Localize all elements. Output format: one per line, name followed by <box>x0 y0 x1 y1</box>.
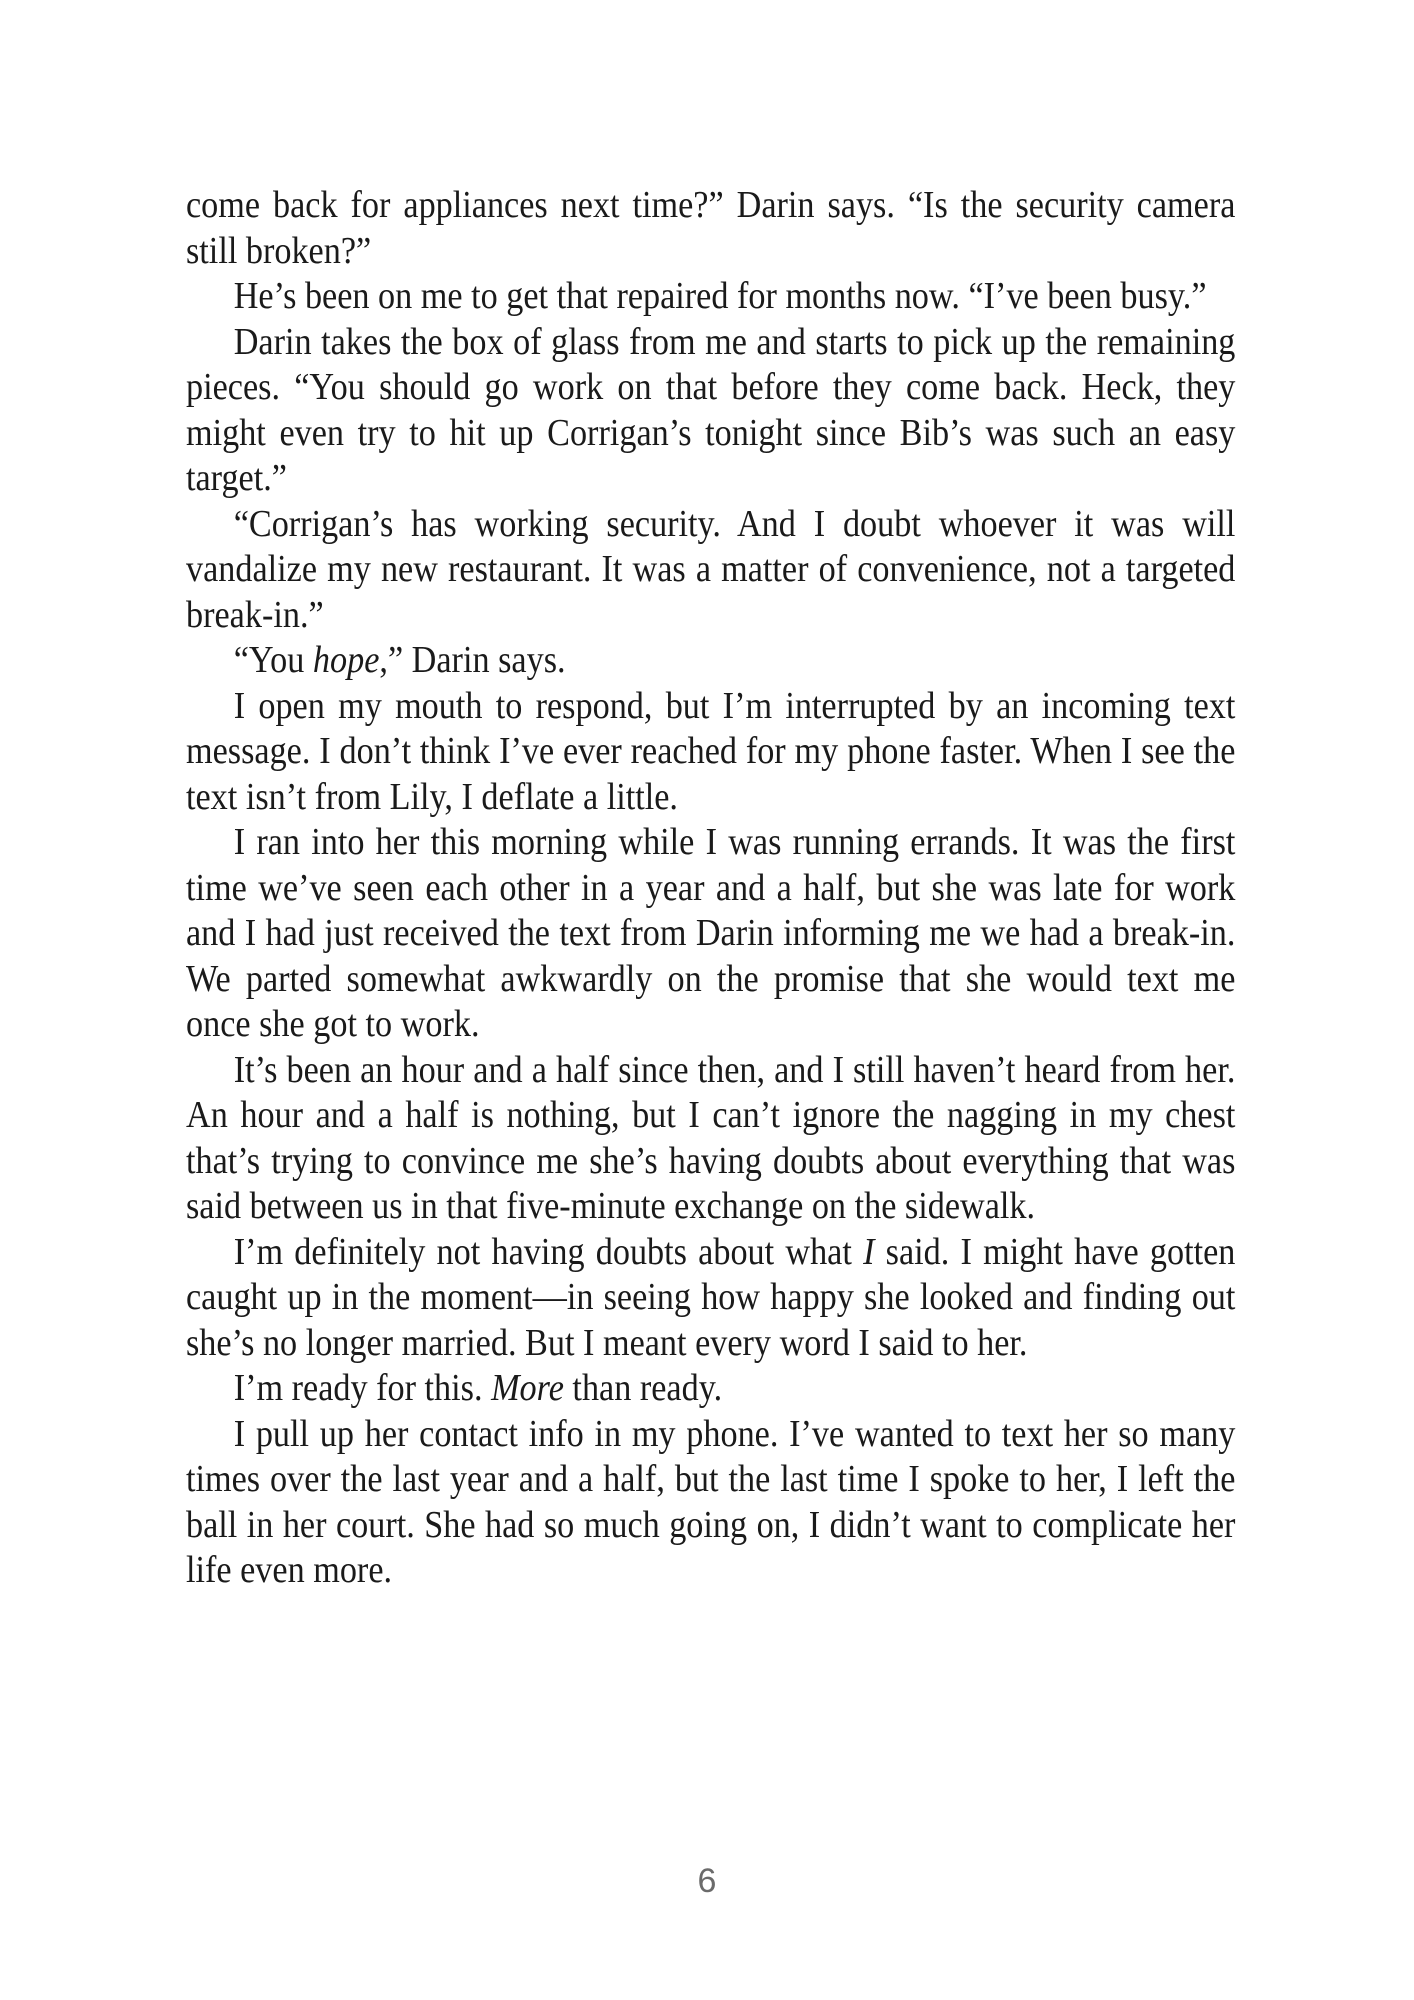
paragraph-text: “Corrigan’s has working security. And I doubt whoever it was will vandalize my new restaurant. It was a matter of convenience, not a targeted break-in.” <box>186 502 1236 636</box>
paragraph-text: He’s been on me to get that repaired for months now. “I’ve been busy.” <box>233 275 1207 317</box>
paragraph-text: come back for appliances next time?” Darin says. “Is the security camera still broken?” <box>186 184 1236 272</box>
paragraph-text: I’m ready for this. <box>233 1367 492 1409</box>
page-body <box>186 183 1235 1594</box>
paragraph-text: “You <box>233 639 313 681</box>
paragraph-text: I ran into her this morning while I was running errands. It was the first time we’ve seen each other in a year and a half, but she was late for work and I had just received the text from Darin informing me we had a break-in. We parted somewhat awkwardly on the promise that she would text me once she got to work. <box>186 821 1236 1045</box>
paragraph-text: ,” Darin says. <box>379 639 566 681</box>
paragraph-text: It’s been an hour and a half since then, and I still haven’t heard from her. An hour and a half is nothing, but I can’t ignore the nagging in my chest that’s trying to convince me she’s having doubts about everything that was said between us in that five-minute exchange on the sidewalk. <box>186 1048 1236 1227</box>
paragraph-text: Darin takes the box of glass from me and starts to pick up the remaining pieces. “You should go work on that before they come back. Heck, they might even try to hit up Corrigan’s tonight since Bib’s was such an easy target.” <box>186 320 1236 499</box>
italic-emphasis: More <box>491 1367 564 1409</box>
paragraph-text: than ready. <box>563 1367 723 1409</box>
paragraph <box>186 1412 1235 1594</box>
italic-emphasis: I <box>863 1230 875 1273</box>
paragraph-text: I pull up her contact info in my phone. I’ve wanted to text her so many times over the last year and a half, but the last time I spoke to her, I left the ball in her court. She had so much going on, I didn’t want to complicate her life even more. <box>186 1412 1236 1591</box>
paragraph <box>186 502 1235 639</box>
italic-emphasis: hope <box>312 639 380 681</box>
paragraph <box>186 274 1235 320</box>
paragraph-text: I’m definitely not having doubts about what <box>233 1230 864 1273</box>
paragraph <box>186 1048 1235 1230</box>
paragraph <box>186 183 1235 274</box>
paragraph <box>186 320 1235 502</box>
paragraph-text: said. I might have gotten caught up in the moment—in seeing how happy she looked and finding out she’s no longer married. But I meant every word I said to her. <box>186 1230 1236 1364</box>
paragraph <box>186 1366 1235 1412</box>
paragraph <box>186 820 1235 1048</box>
paragraph <box>186 684 1235 821</box>
paragraph <box>186 1230 1235 1367</box>
paragraph <box>186 638 1235 684</box>
paragraph-text: I open my mouth to respond, but I’m interrupted by an incoming text message. I don’t think I’ve ever reached for my phone faster. When I see the text isn’t from Lily, I deflate a little. <box>186 684 1236 818</box>
page-number: 6 <box>697 1862 717 1900</box>
